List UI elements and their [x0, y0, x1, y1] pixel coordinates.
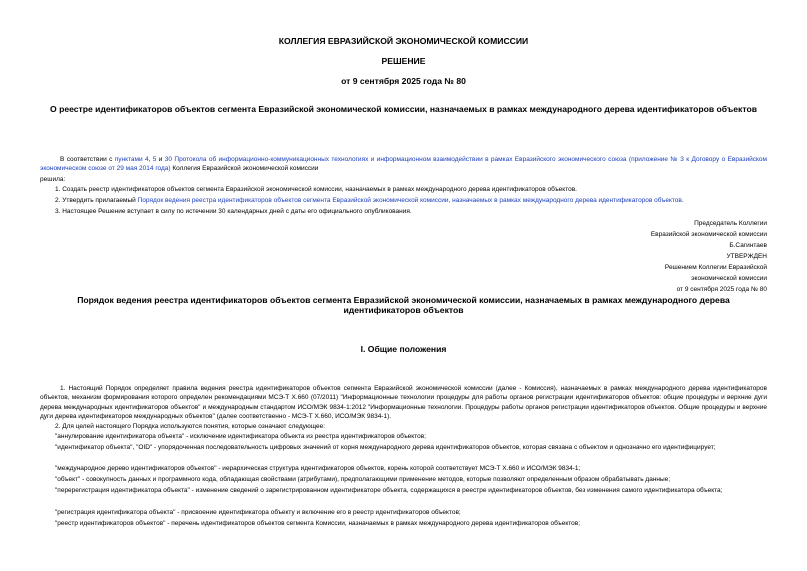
definition-4: "объект" - совокупность данных и программного кода, обладающая свойствами (атрибутами), предполагающими применение методов, которые позволяют определенным образом обрабатывать данные; [55, 476, 671, 483]
order-title: Порядок ведения реестра идентификаторов объектов сегмента Евразийской экономической комиссии, назначаемых в рамках международного дерева идентификаторов объектов [77, 295, 730, 315]
definition-7: "реестр идентификаторов объектов" - перечень идентификаторов объектов сегмента Комиссии, назначаемых в рамках международного дерева идентификаторов объектов; [55, 520, 581, 527]
doc-type: РЕШЕНИЕ [381, 56, 426, 66]
approved-date: от 9 сентября 2025 года № 80 [676, 286, 767, 293]
point-2-post: . [681, 197, 684, 204]
link-protocol[interactable]: Протокола об информационно-коммуникационных технологиях и информационном взаимодействии в рамках Евразийского экономического союза (приложение № 3 к Договору о Евразийском экономическом союзе от 29 мая 2014 года) [40, 156, 768, 173]
definition-6: "регистрация идентификатора объекта" - присвоение идентификатора объекту и включение его в реестр идентификаторов объектов; [55, 509, 461, 516]
approved-label: УТВЕРЖДЕН [726, 253, 767, 260]
approved-by-1: Решением Коллегии Евразийской [664, 264, 767, 271]
preamble-sep-2: и [156, 156, 165, 163]
preamble-text-2: Коллегия Евразийской экономической комиссии [170, 165, 319, 173]
definition-1: "аннулирование идентификатора объекта" - исключение идентификатора объекта из реестра идентификаторов объектов; [55, 433, 426, 440]
definition-5: "перерегистрация идентификатора объекта" - изменение сведений о зарегистрированном идентификаторе объекта, содержащихся в реестре идентификаторов объектов, без изменения самого идентификатора объекта; [55, 487, 723, 494]
doc-title: О реестре идентификаторов объектов сегмента Евразийской экономической комиссии, назначаемых в рамках международного дерева идентификаторов объектов [50, 104, 757, 114]
paragraph-2: 2. Для целей настоящего Порядка используются понятия, которые означают следующее: [55, 423, 326, 430]
signature-org: Евразийской экономической комиссии [650, 231, 767, 238]
link-order[interactable]: Порядок ведения реестра идентификаторов объектов сегмента Евразийской экономической комиссии, назначаемых в рамках международного дерева идентификаторов объектов [137, 197, 682, 204]
signature-position: Председатель Коллегии [694, 220, 767, 227]
decided-label: решила: [40, 176, 66, 183]
section-title: I. Общие положения [360, 344, 447, 354]
preamble [40, 155, 767, 174]
signature-name: Б.Сагинтаев [729, 242, 767, 249]
preamble-text-1: В соответствии с [60, 156, 115, 163]
doc-date: от 9 сентября 2025 года № 80 [341, 76, 466, 86]
approved-by-2: экономической комиссии [691, 275, 767, 282]
link-point-30[interactable]: 30 [164, 156, 173, 163]
paragraph-1: 1. Настоящий Порядок определяет правила ведения реестра идентификаторов объектов сегмента Евразийской экономической комиссии (далее - Комиссия), назначаемых в рамках международного дерева идентификаторов объектов, механизм формирования которого определен рекомендациями МСЭ-Т Х.660 (07/2011) "Информационные технологии процедуры для работы органов регистрации идентификаторов объектов: общие процедуры и верхние дуги дерева международных идентификаторов объектов" и международным стандартом ИСО/МЭК 9834-1:2012 "Информационные технологии. Процедуры работы органов регистрации идентификаторов объектов. Общие процедуры и верхние дуги дерева идентификаторов международных объектов" (далее соответственно - МСЭ-Т Х.660, ИСО/МЭК 9834-1). [40, 385, 767, 421]
link-point-5[interactable]: 5 [152, 156, 157, 163]
definition-3: "международное дерево идентификаторов объектов" - иерархическая структура идентификаторов объектов, корень которой соответствует МСЭ-Т Х.660 и ИСО/МЭК 9834-1; [55, 465, 581, 472]
point-1: 1. Создать реестр идентификаторов объектов сегмента Евразийской экономической комиссии, назначаемых в рамках международного дерева идентификаторов объектов. [55, 186, 577, 193]
point-2-pre: 2. Утвердить прилагаемый [55, 197, 138, 204]
point-2 [55, 197, 684, 206]
link-points-4[interactable]: пунктами 4 [114, 156, 149, 163]
point-3: 3. Настоящее Решение вступает в силу по истечении 30 календарных дней с даты его официального опубликования. [55, 208, 412, 215]
preamble-sep-1: , [148, 156, 153, 163]
org-name: КОЛЛЕГИЯ ЕВРАЗИЙСКОЙ ЭКОНОМИЧЕСКОЙ КОМИССИИ [278, 36, 529, 46]
definition-2: "идентификатор объекта", "OID" - упорядоченная последовательность цифровых значений от корня международного дерева идентификаторов объектов, которая связана с объектом и однозначно его идентифицирует; [55, 444, 716, 451]
